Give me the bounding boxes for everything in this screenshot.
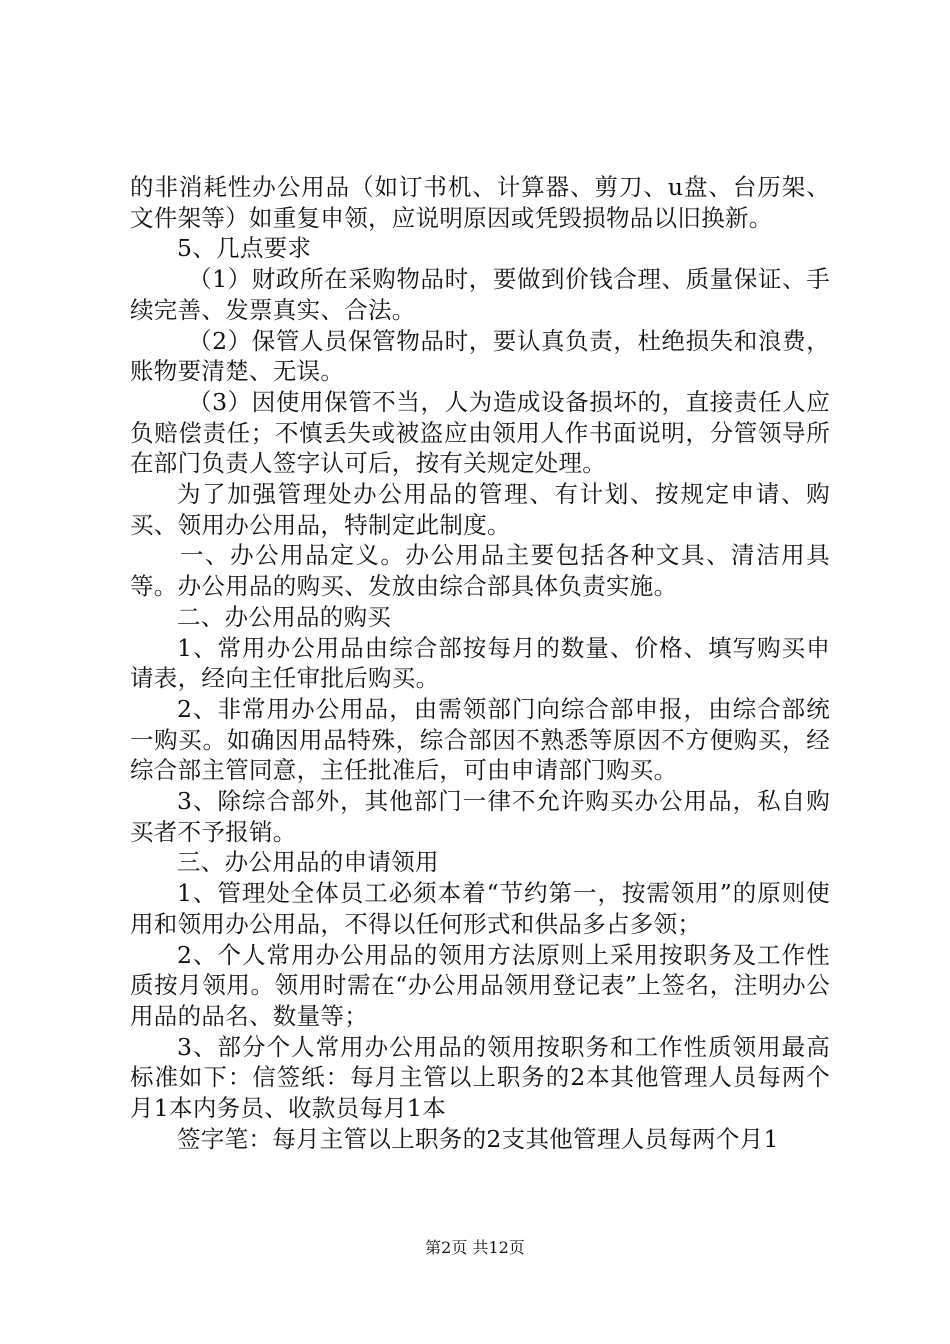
paragraph-apply-heading: 三、办公用品的申请领用 (177, 848, 439, 877)
paragraph-requirement-3: （3）因使用保管不当，人为造成设备损坏的，直接责任人应负赔偿责任；不慎丢失或被盗应由领用人作书面说明，分管领导所在部门负责人签字认可后，按有关规定处理。 (130, 387, 830, 478)
paragraph-purchase-1: 1、常用办公用品由综合部按每月的数量、价格、填写购买申请表，经向主任审批后购买。 (130, 633, 830, 693)
document-body (130, 172, 830, 1155)
paragraph-apply-3: 3、部分个人常用办公用品的领用按职务和工作性质领用最高标准如下：信签纸：每月主管以上职务的2本其他管理人员每两个月1本内务员、收款员每月1本 (130, 1032, 830, 1123)
paragraph-purchase-2: 2、非常用办公用品，由需领部门向综合部申报，由综合部统一购买。如确因用品特殊，综合部因不熟悉等原因不方便购买，经综合部主管同意，主任批准后，可由申请部门购买。 (130, 694, 830, 785)
page-number-footer: 第2页 共12页 (425, 1238, 525, 1257)
paragraph-intro: 为了加强管理处办公用品的管理、有计划、按规定申请、购买、领用办公用品，特制定此制度。 (130, 480, 830, 539)
paragraph-section-5-heading: 5、几点要求 (177, 234, 312, 263)
paragraph-continuation: 的非消耗性办公用品（如订书机、计算器、剪刀、u盘、台历架、文件架等）如重复申领，应说明原因或凭毁损物品以旧换新。 (130, 173, 830, 232)
paragraph-apply-2: 2、个人常用办公用品的领用方法原则上采用按职务及工作性质按月领用。领用时需在“办公用品领用登记表”上签名，注明办公用品的品名、数量等； (130, 940, 830, 1030)
paragraph-apply-1: 1、管理处全体员工必须本着“节约第一，按需领用”的原则使用和领用办公用品，不得以任何形式和供品多占多领； (130, 879, 830, 938)
paragraph-pen-standard: 签字笔：每月主管以上职务的2支其他管理人员每两个月1 (177, 1124, 779, 1153)
paragraph-requirement-2: （2）保管人员保管物品时，要认真负责，杜绝损失和浪费，账物要清楚、无误。 (130, 326, 830, 386)
paragraph-definition: 一、办公用品定义。办公用品主要包括各种文具、清洁用具等。办公用品的购买、发放由综合部具体负责实施。 (130, 541, 830, 601)
paragraph-purchase-3: 3、除综合部外，其他部门一律不允许购买办公用品，私自购买者不予报销。 (130, 787, 830, 846)
paragraph-purchase-heading: 二、办公用品的购买 (177, 602, 392, 631)
paragraph-requirement-1: （1）财政所在采购物品时，要做到价钱合理、质量保证、手续完善、发票真实、合法。 (130, 265, 830, 324)
